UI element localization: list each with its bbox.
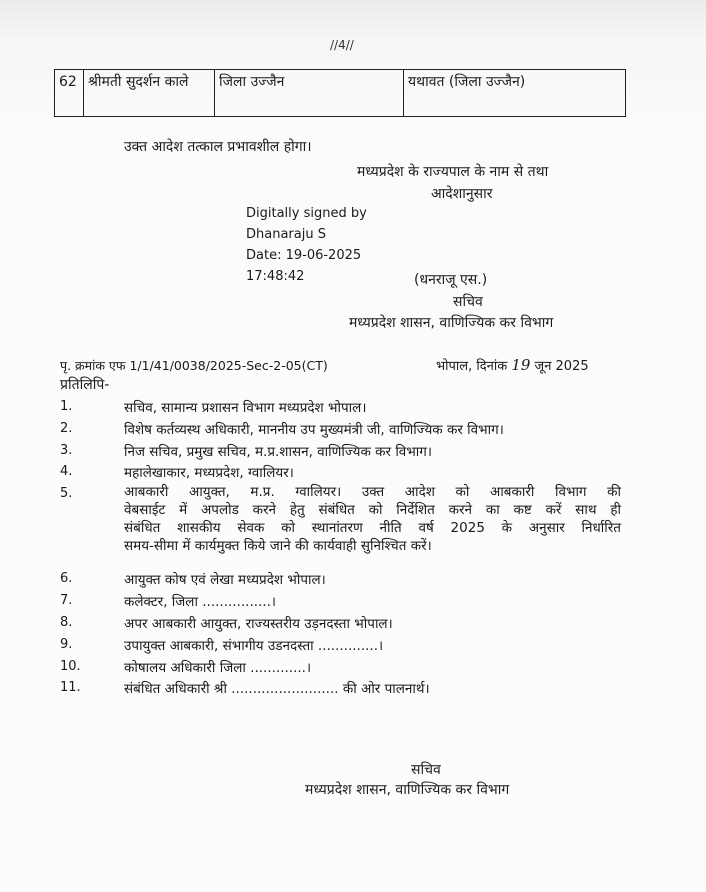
signature-line-3: Date: 19-06-2025 — [246, 248, 362, 263]
list-item: निज सचिव, प्रमुख सचिव, म.प्र.शासन, वाणिज्यिक कर विभाग। — [124, 444, 433, 460]
date-month-year: जून 2025 — [534, 359, 589, 374]
reference-number: पृ. क्रमांक एफ 1/1/41/0038/2025-Sec-2-05(CT) — [60, 358, 328, 373]
order-effect-text: उक्त आदेश तत्काल प्रभावशील होगा। — [124, 139, 312, 155]
page-number: //4// — [330, 38, 354, 52]
name-cell: श्रीमती सुदर्शन काले — [84, 70, 215, 117]
list-item: उपायुक्त आबकारी, संभागीय उडनदस्ता ..............। — [124, 638, 384, 654]
paragraph-line: वेबसाईट में अपलोड करने हेतु संबंधित को निर्देशित करने का कष्ट करें साथ ही — [124, 502, 621, 518]
list-item-number: 2. — [60, 421, 73, 436]
list-item-number: 5. — [60, 486, 73, 501]
list-item: आयुक्त कोष एवं लेखा मध्यप्रदेश भोपाल। — [124, 572, 326, 588]
serial-cell: 62 — [55, 70, 84, 117]
list-item: कोषालय अधिकारी जिला .............। — [124, 660, 312, 676]
list-item: अपर आबकारी आयुक्त, राज्यस्तरीय उड़नदस्ता भोपाल। — [124, 616, 393, 632]
signatory-name: (धनराजू एस.) — [414, 272, 488, 288]
list-item-number: 1. — [60, 399, 73, 414]
signatory-department: मध्यप्रदेश शासन, वाणिज्यिक कर विभाग — [349, 315, 554, 331]
list-item-number: 10. — [60, 659, 81, 674]
to-cell: यथावत (जिला उज्जैन) — [404, 70, 626, 117]
paragraph-line: संबंधित शासकीय सेवक को स्थानांतरण नीति वर्ष 2025 के अनुसार निर्धारित — [124, 520, 621, 536]
list-item-paragraph — [124, 483, 621, 555]
list-item-number: 11. — [60, 680, 81, 695]
date-prefix: भोपाल, दिनांक — [436, 359, 508, 374]
signature-line-4: 17:48:42 — [246, 269, 305, 284]
reference-date — [436, 356, 589, 374]
governor-line-1: मध्यप्रदेश के राज्यपाल के नाम से तथा — [357, 164, 549, 180]
list-item: विशेष कर्तव्यस्थ अधिकारी, माननीय उप मुख्यमंत्री जी, वाणिज्यिक कर विभाग। — [124, 422, 504, 438]
list-item-number: 8. — [60, 615, 73, 630]
footer-department: मध्यप्रदेश शासन, वाणिज्यिक कर विभाग — [305, 782, 510, 798]
table-row — [55, 70, 626, 117]
transfer-table — [54, 69, 626, 117]
copy-label: प्रतिलिपि- — [60, 377, 110, 393]
list-item: महालेखाकार, मध्यप्रदेश, ग्वालियर। — [124, 465, 294, 481]
signature-line-2: Dhanaraju S — [246, 227, 326, 242]
list-item-number: 7. — [60, 593, 73, 608]
list-item: सचिव, सामान्य प्रशासन विभाग मध्यप्रदेश भोपाल। — [124, 400, 367, 416]
list-item-number: 6. — [60, 571, 73, 586]
governor-line-2: आदेशानुसार — [431, 186, 493, 202]
paragraph-line: आबकारी आयुक्त, म.प्र. ग्वालियर। उक्त आदेश को आबकारी विभाग की — [124, 484, 621, 500]
list-item-number: 4. — [60, 464, 73, 479]
from-cell: जिला उज्जैन — [215, 70, 404, 117]
list-item: कलेक्टर, जिला ................। — [124, 594, 277, 610]
signature-line-1: Digitally signed by — [246, 206, 367, 221]
list-item-number: 9. — [60, 637, 73, 652]
list-item-number: 3. — [60, 443, 73, 458]
footer-designation: सचिव — [411, 762, 441, 778]
date-day-handwritten: 19 — [511, 356, 531, 374]
list-item: संबंधित अधिकारी श्री ......................... की ओर पालनार्थ। — [124, 681, 430, 697]
paragraph-line: समय-सीमा में कार्यमुक्त किये जाने की कार्यवाही सुनिश्चित करें। — [124, 538, 432, 554]
signatory-designation: सचिव — [453, 294, 483, 310]
